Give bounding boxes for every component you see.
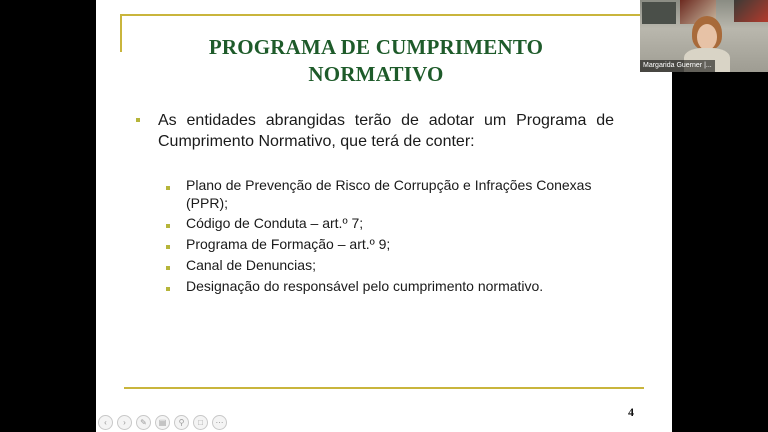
pen-icon[interactable]: ✎	[136, 415, 151, 430]
sub-item-ppr: Plano de Prevenção de Risco de Corrupção e Infrações Conexas (PPR);	[186, 177, 592, 211]
sub-item-codigo-conduta: Código de Conduta – art.º 7;	[186, 215, 364, 231]
participant-face	[697, 24, 717, 50]
more-icon[interactable]: ⋯	[212, 415, 227, 430]
slide-bottom-rule	[124, 387, 644, 389]
sub-bullet-marker	[166, 266, 170, 270]
next-icon[interactable]: ›	[117, 415, 132, 430]
sub-bullet-marker	[166, 245, 170, 249]
slideshow-toolbar	[98, 415, 227, 430]
participant-video[interactable]	[640, 0, 768, 72]
participant-name-label: Margarida Guerner |...	[640, 60, 715, 72]
slide-top-rule	[120, 14, 640, 16]
sub-item-programa-formacao: Programa de Formação – art.º 9;	[186, 236, 391, 252]
sub-item-canal-denuncias: Canal de Denuncias;	[186, 257, 316, 273]
slides-icon[interactable]: ▤	[155, 415, 170, 430]
previous-icon[interactable]: ‹	[98, 415, 113, 430]
wall-picture	[734, 0, 768, 22]
zoom-icon[interactable]: ⚲	[174, 415, 189, 430]
slide-title-line1: PROGRAMA DE CUMPRIMENTO	[208, 35, 544, 59]
main-bullet-text: As entidades abrangidas terão de adotar um Programa de Cumprimento Normativo, que terá de conter:	[158, 112, 614, 150]
sub-bullet-marker	[166, 224, 170, 228]
sub-bullet-marker	[166, 287, 170, 291]
sub-item-designacao: Designação do responsável pelo cumprimento normativo.	[186, 278, 544, 294]
slide-title	[136, 34, 616, 88]
wall-picture	[642, 2, 676, 24]
presentation-slide	[96, 0, 672, 432]
page-number: 4	[628, 405, 634, 419]
slide-left-rule	[120, 14, 122, 52]
options-icon[interactable]: □	[193, 415, 208, 430]
sub-bullet-marker	[166, 186, 170, 190]
slide-title-line2: NORMATIVO	[308, 62, 444, 86]
bullet-marker	[136, 118, 140, 122]
